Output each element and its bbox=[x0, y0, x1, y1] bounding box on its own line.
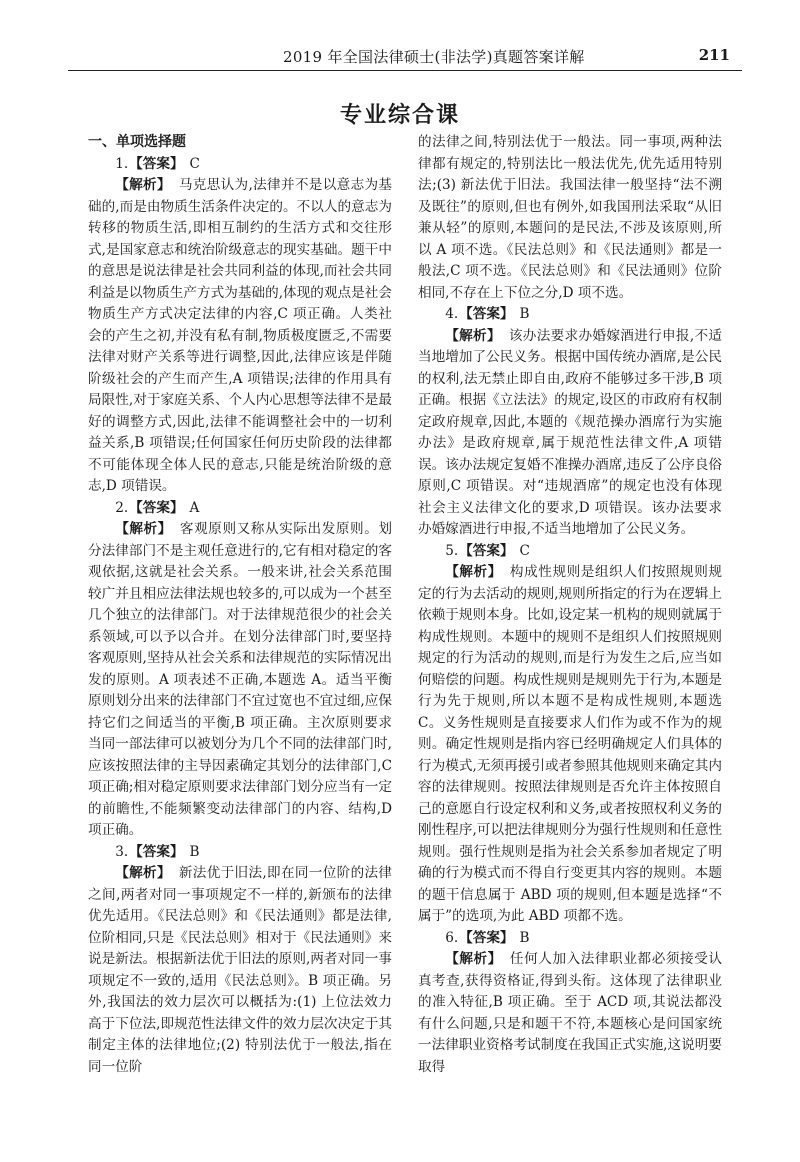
section-heading: 一、单项选择题 bbox=[88, 134, 186, 150]
explanation-text: 客观原则又称从实际出发原则。划分法律部门不是主观任意进行的,它有相对稳定的客观依据,这就是社会关系。一般来讲,社会关系范围较广并且相应法律法规也较多的,可以成为一个甚至几个独立的法律部门。对于法律规范很少的社会关系领域,可以予以合并。在划分法律部门时,要坚持客观原则,坚持从社会关系和法律规范的实际情况出发的原则。A 项表述不正确,本题选 A。适当平衡原则划分出来的法律部门不宜过宽也不宜过细,应保持它们之间适当的平衡,B 项正确。主次原则要求当同一部法律可以被划分为几个不同的法律部门时,应该按照法律的主导因素确定其划分的法律部门,C 项正确;相对稳定原则要求法律部门划分应当有一定的前瞻性,不能频繁变动法律部门的内容、结构,D 项正确。 bbox=[88, 521, 393, 838]
explanation-q3-continued: 的法律之间,特别法优于一般法。同一事项,两种法律都有规定的,特别法比一般法优先,优先适用特别法;(3) 新法优于旧法。我国法律一般坚持“法不溯及既往”的原则,但也有例外,如我国刑法采取“从旧兼从轻”的原则,本题问的是民法,不涉及该原则,所以 A 项不选。《民法总则》和《民法通则》都是一般法,C 项不选。《民法总则》和《民法通则》位阶相同,不存在上下位之分,D 项不选。 bbox=[418, 134, 722, 301]
explanation-q2 bbox=[88, 519, 392, 842]
explanation-label: 【解析】 bbox=[445, 327, 501, 344]
answer-value: B bbox=[189, 843, 200, 860]
question-number: 3. bbox=[115, 843, 129, 860]
page-title: 专业综合课 bbox=[339, 103, 460, 128]
explanation-label: 【解析】 bbox=[115, 177, 171, 193]
explanation-text: 该办法要求办婚嫁酒进行申报,不适当地增加了公民义务。根据中国传统办酒席,是公民的权利,法无禁止即自由,政府不能够过多干涉,B 项正确。根据《立法法》的规定,设区的市政府有权制定政府规章,因此,本题的《规范操办酒席行为实施办法》是政府规章,属于规范性法律文件,A 项错误。该办法规定复婚不准操办酒席,违反了公序良俗原则,C 项错误。对“违规酒席”的规定也没有体现社会主义法律文化的要求,D 项错误。该办法要求办婚嫁酒进行申报,不适当地增加了公民义务。 bbox=[418, 327, 722, 537]
question-number: 2. bbox=[115, 499, 129, 516]
answer-line-q5 bbox=[418, 541, 722, 563]
explanation-text: 构成性规则是组织人们按照规则规定的行为去活动的规则,规则所指定的行为在逻辑上依赖于规则本身。比如,设定某一机构的规则就属于构成性规则。本题中的规则不是组织人们按照规则规定的行为活动的规则,而是行为发生之后,应当如何赔偿的问题。构成性规则是规则先于行为,本题是行为先于规则,所以本题不是构成性规则,本题选 C。义务性规则是直接要求人们作为或不作为的规则。确定性规则是指内容已经明确规定人们具体的行为模式,无须再援引或者参照其他规则来确定其内容的法律规则。按照法律规则是否允许主体按照自己的意愿自行设定权利和义务,或者按照权利义务的刚性程序,可以把法律规则分为强行性规则和任意性规则。强行性规则是指为社会关系参加者规定了明确的行为模式而不得自行变更其内容的规则。本题的题干信息属于 ABD 项的规则,但本题是选择“不属于”的选项,为此 ABD 项都不选。 bbox=[418, 564, 723, 924]
explanation-label: 【解析】 bbox=[445, 951, 502, 967]
answer-label: 【答案】 bbox=[459, 542, 514, 559]
explanation-text: 任何人加入法律职业都必须接受认真考查,获得资格证,得到头衔。这体现了法律职业的准入特征,B 项正确。至于 ACD 项,其说法都没有什么问题,只是和题干不符,本题核心是问国家统一法律职业资格考试制度在我国正式实施,这说明要取得 bbox=[418, 951, 723, 1075]
running-header-title: 2019 年全国法律硕士(非法学)真题答案详解 bbox=[283, 48, 585, 66]
answer-label: 【答案】 bbox=[129, 843, 184, 860]
explanation-q4 bbox=[418, 326, 722, 541]
answer-label: 【答案】 bbox=[129, 155, 184, 172]
left-column bbox=[88, 132, 392, 1078]
explanation-label: 【解析】 bbox=[115, 521, 172, 537]
answer-label: 【答案】 bbox=[459, 929, 514, 946]
explanation-q1 bbox=[88, 175, 392, 498]
answer-value: B bbox=[519, 929, 530, 946]
explanation-label: 【解析】 bbox=[445, 564, 502, 580]
explanation-label: 【解析】 bbox=[115, 865, 171, 881]
right-column bbox=[418, 132, 722, 1078]
answer-line-q3 bbox=[88, 842, 392, 864]
page-number: 211 bbox=[698, 46, 730, 64]
answer-label: 【答案】 bbox=[129, 499, 184, 516]
question-number: 5. bbox=[445, 542, 459, 559]
answer-line-q1 bbox=[88, 154, 392, 176]
question-number: 1. bbox=[115, 155, 129, 172]
answer-value: B bbox=[519, 306, 530, 322]
answer-value: C bbox=[189, 155, 200, 172]
explanation-text: 新法优于旧法,即在同一位阶的法律之间,两者对同一事项规定不一样的,新颁布的法律优先适用。《民法总则》和《民法通则》都是法律,位阶相同,只是《民法总则》相对于《民法通则》来说是新法。根据新法优于旧法的原则,两者对同一事项规定不一致的,适用《民法总则》。B 项正确。另外,我国法的效力层次可以概括为:(1) 上位法效力高于下位法,即规范性法律文件的效力层次决定于其制定主体的法律地位;(2) 特别法优于一般法,指在同一位阶 bbox=[88, 865, 392, 1075]
answer-label: 【答案】 bbox=[459, 306, 514, 322]
answer-line-q6 bbox=[418, 928, 722, 950]
explanation-q3 bbox=[88, 863, 392, 1078]
answer-line-q2 bbox=[88, 498, 392, 520]
running-header bbox=[68, 44, 742, 71]
question-number: 4. bbox=[445, 306, 459, 322]
explanation-text: 马克思认为,法律并不是以意志为基础的,而是由物质生活条件决定的。不以人的意志为转移的物质生活,即相互制约的生活方式和交往形式,是国家意志和统治阶级意志的现实基础。题干中的意思是说法律是社会共同利益的体现,而社会共同利益是以物质生产方式为基础的,体现的观点是社会物质生产方式决定法律的内容,C 项正确。人类社会的产生之初,并没有私有制,物质极度匮乏,不需要法律对财产关系等进行调整,因此,法律应该是伴随阶级社会的产生而产生,A 项错误;法律的作用具有局限性,对于家庭关系、个人内心思想等法律不是最好的调整方式,因此,法律不能调整社会中的一切利益关系,B 项错误;任何国家任何历史阶段的法律都不可能体现全体人民的意志,只能是统治阶级的意志,D 项错误。 bbox=[88, 177, 392, 494]
answer-value: A bbox=[189, 499, 200, 516]
question-number: 6. bbox=[445, 929, 459, 946]
answer-value: C bbox=[519, 542, 530, 559]
explanation-q5 bbox=[418, 562, 722, 928]
explanation-q6 bbox=[418, 949, 722, 1078]
answer-line-q4 bbox=[418, 304, 722, 326]
